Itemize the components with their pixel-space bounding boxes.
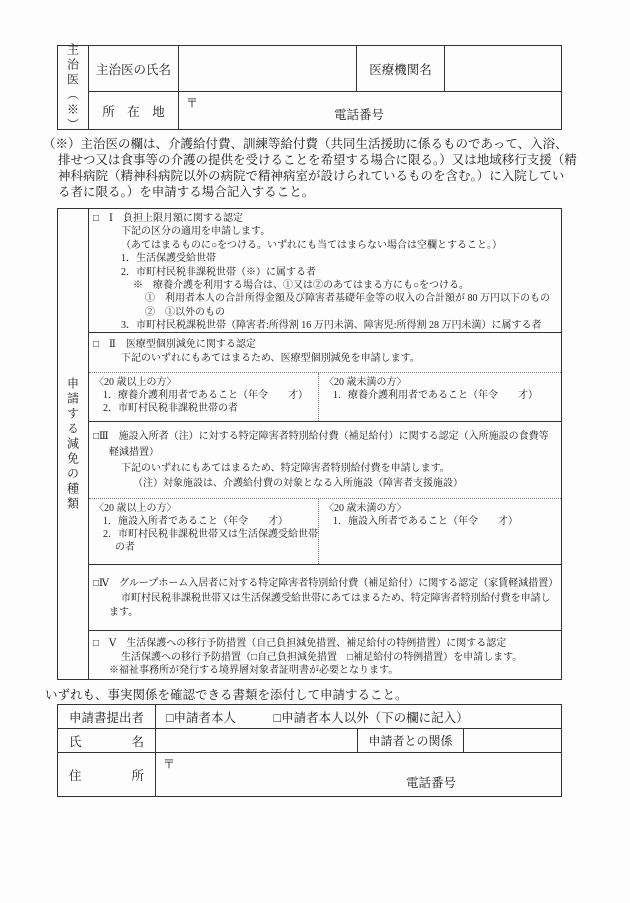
form-line: （注）対象施設は、介護給付費の対象となる入所施設（障害者支援施設） <box>133 478 463 490</box>
form-line: 3．市町村民税課税世帯（障害者:所得割 16 万円未満、障害児:所得割 28 万円未満）に属する者 <box>121 320 542 332</box>
form-line: ます。 <box>109 607 139 618</box>
section-IV-checkbox-title: □Ⅳ グループホーム入居者に対する特定障害者特別給付費（補足給付）に関する認定（家賃軽減措置） <box>93 578 559 589</box>
doctor-address-row <box>89 92 561 129</box>
relief-box-content <box>89 209 561 679</box>
applicant-address-row <box>58 753 561 796</box>
section-I-checkbox-title: □ Ⅰ 負担上限月額に関する認定 <box>93 213 243 224</box>
form-line: 2．市町村民税非課税世帯又は生活保護受給世帯 <box>103 529 318 540</box>
relief-type-box <box>57 208 562 680</box>
form-line: 〈20 歳未満の方〉 <box>324 503 407 514</box>
doctor-name-field[interactable] <box>179 46 357 91</box>
medical-org-label: 医療機関名 <box>357 46 445 91</box>
form-line: 〈20 歳未満の方〉 <box>324 377 407 388</box>
doctor-table-body <box>89 46 561 129</box>
medical-org-field[interactable] <box>445 46 561 91</box>
relief-side-label-cell <box>58 209 89 679</box>
form-line: 2．市町村民税非課税世帯の者 <box>103 403 238 414</box>
section-II-columns <box>89 372 561 421</box>
section-II-checkbox-title: □ Ⅱ 医療型個別減免に関する認定 <box>93 339 256 350</box>
form-line: 軽減措置） <box>109 446 159 458</box>
doctor-table <box>57 42 562 133</box>
form-line: 生活保護への移行予防措置（□自己負担減免措置 □補足給付の特例措置）を申請します。 <box>121 651 523 663</box>
doctor-address-label: 所 在 地 <box>89 92 179 129</box>
form-line: 市町村民税非課税世帯又は生活保護受給世帯にあてはまるため、特定障害者特別給付費を申請し <box>121 592 551 604</box>
postal-mark: 〒 <box>163 757 176 771</box>
relation-field[interactable] <box>464 729 561 752</box>
section-V-checkbox-title: □ Ⅴ 生活保護への移行予防措置（自己負担減免措置、補足給付の特例措置）に関する認定 <box>93 638 507 649</box>
section-III-checkbox-title: □Ⅲ 施設入所者（注）に対する特定障害者特別給付費（補足給付）に関する認定（入所施設の食費等 <box>93 431 549 442</box>
doctor-note-paragraph <box>43 136 593 200</box>
section-IV <box>89 565 561 631</box>
doctor-name-row <box>89 46 561 92</box>
section-III-minor-column <box>319 499 561 564</box>
form-line: （あてはまるものに○をつける。いずれにも当てはまらない場合は空欄とすること。） <box>121 239 503 251</box>
form-line: 2．市町村民税非課税世帯（※）に属する者 <box>121 266 316 278</box>
form-line: 1．療養介護利用者であること（年令 才） <box>333 390 538 401</box>
section-III-adult-column <box>89 499 319 564</box>
section-III-header <box>89 422 561 498</box>
form-line: ① 利用者本人の合計所得金額及び障害者基礎年金等の収入の合計額が 80 万円以下のもの <box>145 293 550 305</box>
form-line: ② ①以外のもの <box>145 306 225 318</box>
form-line: の者 <box>115 542 135 553</box>
form-line: 〈20 歳以上の方〉 <box>94 377 177 388</box>
applicant-name-label: 氏 名 <box>58 729 156 752</box>
applicant-phone-label: 電話番号 <box>406 776 457 790</box>
section-III-columns <box>89 498 561 564</box>
doctor-name-label: 主治医の氏名 <box>89 46 179 91</box>
doctor-side-label: 主治医（※） <box>65 42 80 133</box>
doctor-side-label-cell <box>58 42 89 133</box>
applicant-name-field[interactable] <box>156 729 358 752</box>
form-line: 1．施設入所者であること（年令 才） <box>333 516 518 527</box>
form-line: 下記のいずれにもあてはまるため、医療型個別減免を申請します。 <box>121 353 420 364</box>
submitter-label: 申請書提出者 <box>58 705 156 728</box>
section-V <box>89 631 561 679</box>
note-line: る者に限る。）を申請する場合記入すること。 <box>58 185 315 199</box>
form-line: ※ 療養介護を利用する場合は、①又は②のあてはまる方にも○をつける。 <box>133 280 470 292</box>
applicant-name-row <box>58 729 561 753</box>
section-I <box>89 209 561 333</box>
submitter-row <box>58 705 561 729</box>
form-line: 下記の区分の適用を申請します。 <box>121 226 271 238</box>
note-line: 排せつ又は食事等の介護の提供を受けることを希望する場合に限る。）又は地域移行支援（精 <box>58 153 577 167</box>
section-III <box>89 422 561 565</box>
relation-label: 申請者との関係 <box>358 729 464 752</box>
note-line: 神科病院（精神科病院以外の病院で精神病室が設けられているものを含む。）に入院してい <box>58 169 565 183</box>
doctor-phone-label: 電話番号 <box>334 108 385 122</box>
form-line: 1．療養介護利用者であること（年令 才） <box>103 390 308 401</box>
form-line: ※福祉事務所が発行する境界層対象者証明書が必要となります。 <box>109 665 399 676</box>
form-line: 1．生活保護受給世帯 <box>121 253 216 265</box>
section-II <box>89 333 561 422</box>
applicant-address-field[interactable] <box>156 753 561 796</box>
note-line: （※）主治医の欄は、介護給付費、訓練等給付費（共同生活援助に係るものであって、入浴、 <box>43 137 568 151</box>
form-line: 1．施設入所者であること（年令 才） <box>103 516 288 527</box>
applicant-table <box>57 704 562 797</box>
form-line: 下記のいずれにもあてはまるため、特定障害者特別給付費を申請します。 <box>121 462 450 474</box>
doctor-address-field[interactable] <box>179 92 561 129</box>
section-II-adult-column <box>89 373 319 421</box>
form-line: 〈20 歳以上の方〉 <box>94 503 177 514</box>
section-II-header <box>89 333 561 372</box>
submitter-options[interactable]: □申請者本人 □申請者本人以外（下の欄に記入） <box>166 710 469 725</box>
attachment-note: いずれも、事実関係を確認できる書類を添付して申請すること。 <box>45 688 408 702</box>
applicant-address-label: 住 所 <box>58 753 156 796</box>
relief-side-label: 申請する減免の種類 <box>65 376 80 512</box>
postal-mark: 〒 <box>186 96 199 110</box>
section-II-minor-column <box>319 373 561 421</box>
